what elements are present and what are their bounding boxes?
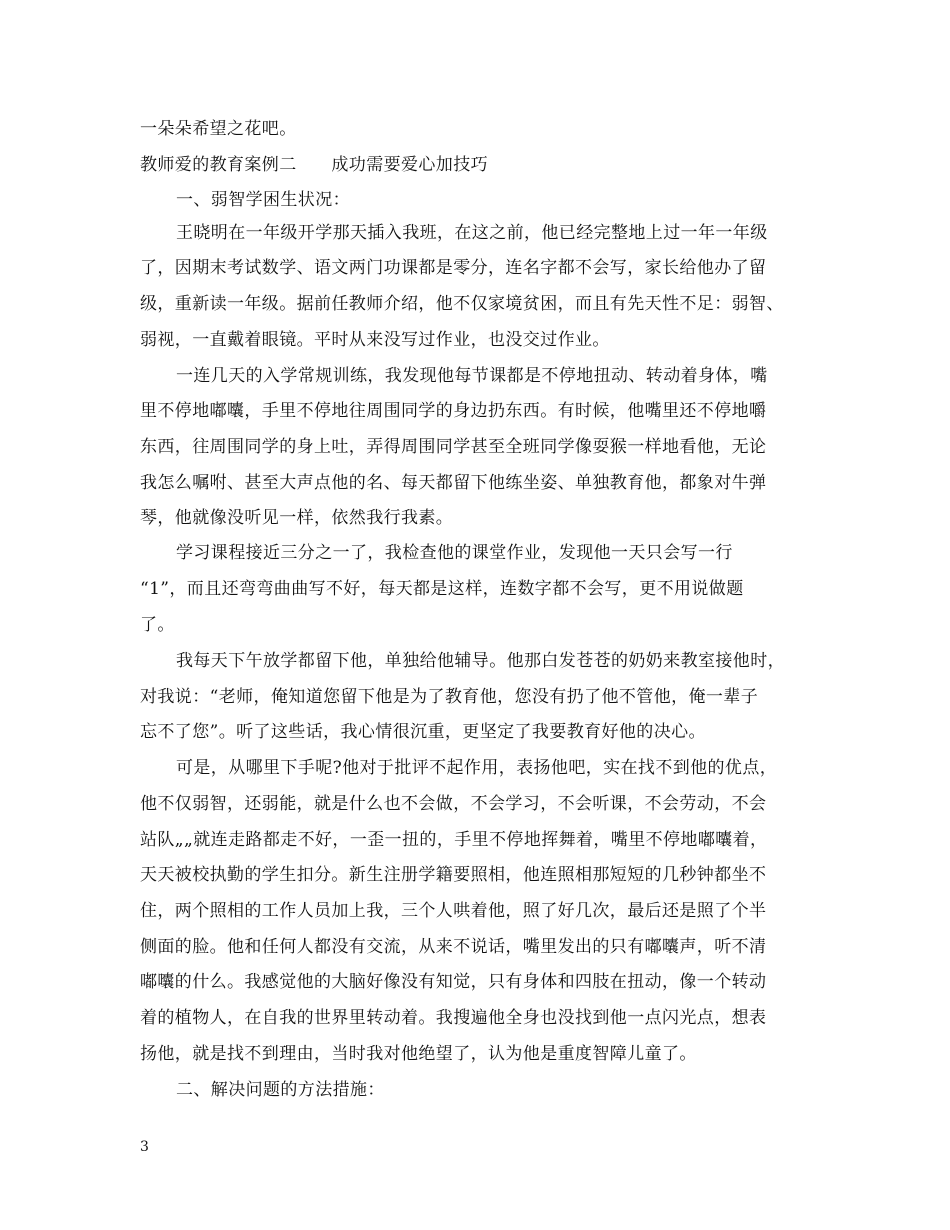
text-line: 对我说：“老师，俺知道您留下他是为了教育他，您没有扔了他不管他，俺一辈子	[140, 687, 759, 707]
text-line: 站队„„就连走路都走不好，一歪一扭的，手里不停地挥舞着，嘴里不停地嘟囔着，	[140, 830, 768, 850]
section-heading: 教师爱的教育案例二 成功需要爱心加技巧	[140, 155, 488, 175]
text-line: 弱视，一直戴着眼镜。平时从来没写过作业，也没交过作业。	[140, 330, 610, 350]
text-line: “1”，而且还弯弯曲曲写不好，每天都是这样，连数字都不会写，更不用说做题	[140, 579, 744, 599]
text-line: 忘不了您”。听了这些话，我心情很沉重，更坚定了我要教育好他的决心。	[140, 722, 706, 742]
text-line: 里不停地嘟囔，手里不停地往周围同学的身边扔东西。有时候，他嘴里还不停地嚼	[140, 401, 767, 421]
text-line: 一连几天的入学常规训练，我发现他每节课都是不停地扭动、转动着身体，嘴	[176, 366, 768, 386]
text-line: 王晓明在一年级开学那天插入我班，在这之前，他已经完整地上过一年一年级	[176, 223, 768, 243]
text-line: 级，重新读一年级。据前任教师介绍，他不仅家境贫困，而且有先天性不足：弱智、	[140, 294, 784, 314]
text-line: 了。	[140, 615, 175, 635]
text-line: 了，因期末考试数学、语文两门功课都是零分，连名字都不会写，家长给他办了留	[140, 258, 767, 278]
text-line: 东西，往周围同学的身上吐，弄得周围同学甚至全班同学像耍猴一样地看他，无论	[140, 437, 767, 457]
text-line: 住，两个照相的工作人员加上我，三个人哄着他，照了好几次，最后还是照了个半	[140, 901, 767, 921]
text-line: 可是，从哪里下手呢?他对于批评不起作用，表扬他吧，实在找不到他的优点，	[176, 758, 778, 778]
text-line: 嘟囔的什么。我感觉他的大脑好像没有知觉，只有身体和四肢在扭动，像一个转动	[140, 972, 767, 992]
text-line: 天天被校执勤的学生扣分。新生注册学籍要照相，他连照相那短短的几秒钟都坐不	[140, 865, 767, 885]
text-line: 他不仅弱智，还弱能，就是什么也不会做，不会学习，不会听课，不会劳动，不会	[140, 794, 767, 814]
text-line: 一朵朵希望之花吧。	[140, 119, 297, 139]
text-line: 我怎么嘱咐、甚至大声点他的名、每天都留下他练坐姿、单独教育他，都象对牛弹	[140, 473, 767, 493]
text-line: 我每天下午放学都留下他，单独给他辅导。他那白发苍苍的奶奶来教室接他时，	[176, 651, 785, 671]
text-line: 着的植物人，在自我的世界里转动着。我搜遍他全身也没找到他一点闪光点，想表	[140, 1008, 767, 1028]
page-number: 3	[140, 1139, 149, 1155]
text-line: 琴，他就像没听见一样，依然我行我素。	[140, 508, 454, 528]
text-line: 学习课程接近三分之一了，我检查他的课堂作业，发现他一天只会写一行	[176, 543, 733, 563]
subsection-heading: 一、弱智学困生状况：	[176, 190, 350, 210]
text-line: 扬他，就是找不到理由，当时我对他绝望了，认为他是重度智障儿童了。	[140, 1044, 697, 1064]
text-line: 侧面的脸。他和任何人都没有交流，从来不说话，嘴里发出的只有嘟囔声，听不清	[140, 937, 767, 957]
subsection-heading: 二、解决问题的方法措施：	[176, 1080, 385, 1100]
